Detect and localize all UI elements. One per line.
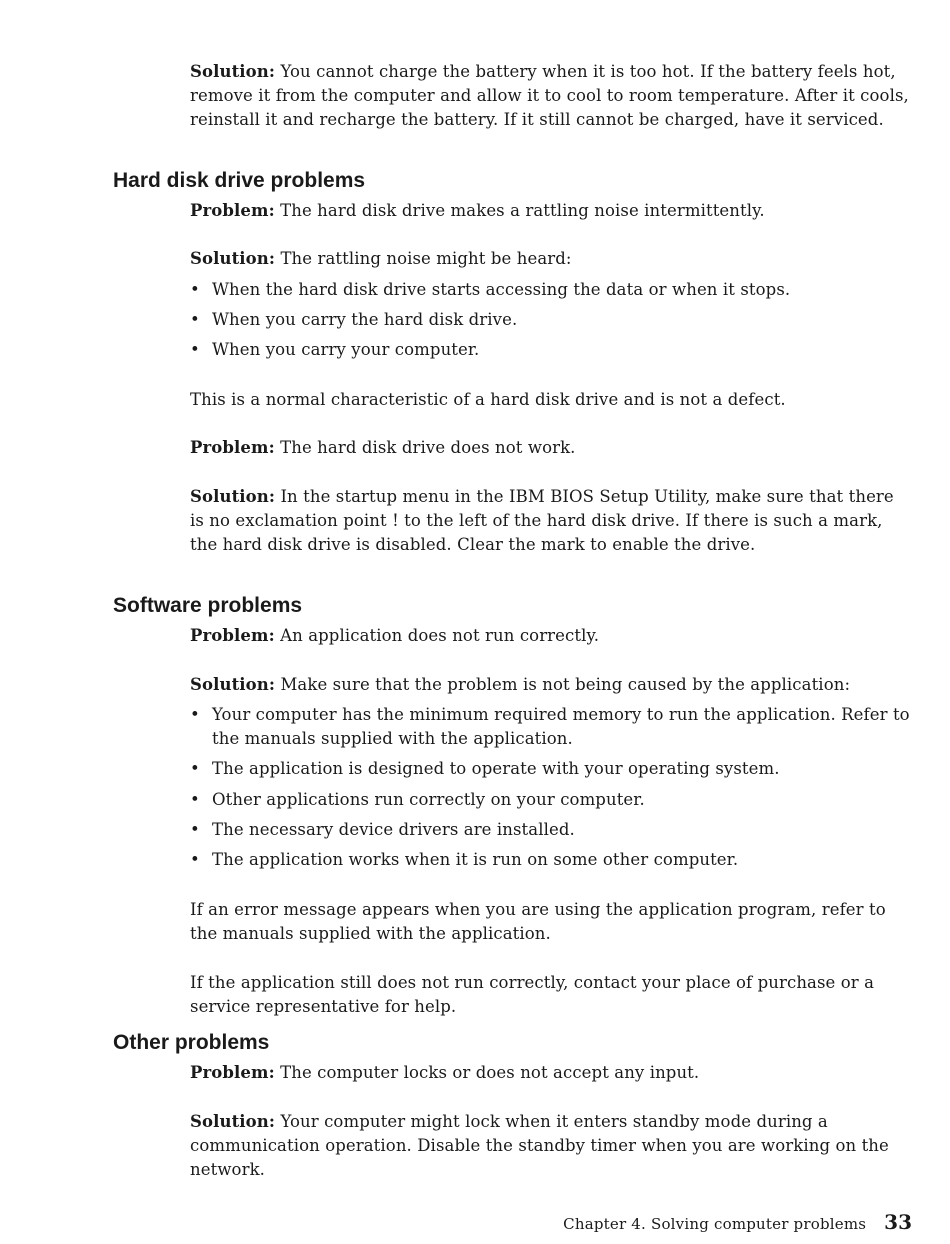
hdd-solution1-text: The rattling noise might be heard: (280, 249, 572, 268)
solution-label: Solution: (190, 62, 276, 81)
software-heading: Software problems (113, 594, 303, 617)
list-item-text: The necessary device drivers are installed. (212, 819, 575, 839)
problem-label: Problem: (190, 201, 275, 220)
problem-label: Problem: (190, 1063, 275, 1082)
list-item-text: When you carry your computer. (212, 340, 480, 360)
bullet-glyph: • (190, 850, 200, 870)
hdd-problem2-text: The hard disk drive does not work. (280, 438, 576, 457)
list-item-text: Your computer has the minimum required memory to run the application. Refer to the manuals supplied with the application. (212, 705, 910, 749)
list-item (190, 703, 912, 751)
battery-solution (190, 60, 912, 133)
hdd-bullet-list (190, 278, 912, 363)
hdd-problem2 (190, 436, 912, 460)
list-item-text: When you carry the hard disk drive. (212, 310, 518, 330)
list-item (190, 757, 912, 781)
solution-label: Solution: (190, 1112, 276, 1131)
list-item (190, 848, 912, 872)
chapter-title: Chapter 4. Solving computer problems (563, 1215, 867, 1233)
hdd-solution2-text: In the startup menu in the IBM BIOS Setup Utility, make sure that there is no exclamation point ! to the left of the hard disk drive. If there is such a mark, the hard disk drive is disabled. Clear the mark to enable the drive. (190, 487, 894, 555)
other-solution-text: Your computer might lock when it enters standby mode during a communication operation. Disable the standby timer when you are working on the network. (190, 1112, 889, 1180)
other-solution (190, 1110, 912, 1183)
software-note2: If the application still does not run correctly, contact your place of purchase or a service representative for help. (190, 973, 875, 1017)
other-problem-block (190, 1061, 912, 1085)
software-solution-block (190, 673, 912, 697)
list-item (190, 308, 912, 332)
software-bullets-block (190, 703, 912, 872)
other-heading: Other problems (113, 1031, 270, 1054)
solution-label: Solution: (190, 487, 276, 506)
hdd-bullets-block (190, 278, 912, 363)
bullet-glyph: • (190, 789, 200, 809)
other-solution-block (190, 1110, 912, 1183)
hdd-solution2 (190, 485, 912, 558)
hdd-note-block (190, 388, 912, 412)
problem-label: Problem: (190, 626, 275, 645)
other-problem-text: The computer locks or does not accept any input. (280, 1063, 700, 1082)
battery-solution-text: You cannot charge the battery when it is too hot. If the battery feels hot, remove it from the computer and allow it to cool to room temperature. After it cools, reinstall it and recharge the battery. If it still cannot be charged, have it serviced. (190, 62, 909, 130)
bullet-glyph: • (190, 819, 200, 839)
solution-label: Solution: (190, 675, 276, 694)
hdd-problem1-text: The hard disk drive makes a rattling noise intermittently. (280, 201, 765, 220)
hdd-solution1-block (190, 247, 912, 271)
other-problem (190, 1061, 912, 1085)
list-item (190, 818, 912, 842)
list-item (190, 338, 912, 362)
list-item (190, 788, 912, 812)
bullet-glyph: • (190, 759, 200, 779)
software-bullet-list (190, 703, 912, 872)
software-solution-text: Make sure that the problem is not being caused by the application: (280, 675, 851, 694)
hdd-problem1 (190, 199, 912, 223)
list-item (190, 278, 912, 302)
bullet-glyph: • (190, 340, 200, 360)
list-item-text: The application works when it is run on some other computer. (212, 850, 739, 870)
software-problem-block (190, 624, 912, 648)
hdd-solution1 (190, 247, 912, 271)
bullet-glyph: • (190, 280, 200, 299)
battery-solution-block (190, 60, 912, 133)
page-number: 33 (884, 1210, 912, 1234)
list-item-text: Other applications run correctly on your computer. (212, 789, 645, 809)
hdd-solution2-block (190, 485, 912, 558)
hdd-problem2-block (190, 436, 912, 460)
bullet-glyph: • (190, 705, 200, 724)
software-note1: If an error message appears when you are using the application program, refer to the manuals supplied with the application. (190, 900, 886, 944)
hdd-note: This is a normal characteristic of a hard disk drive and is not a defect. (190, 390, 786, 409)
problem-label: Problem: (190, 438, 275, 457)
list-item-text: The application is designed to operate with your operating system. (212, 759, 780, 779)
software-solution (190, 673, 912, 697)
bullet-glyph: • (190, 310, 200, 330)
hdd-problem1-block (190, 199, 912, 223)
hdd-heading: Hard disk drive problems (113, 169, 366, 192)
software-note2-block (190, 971, 912, 1019)
software-problem (190, 624, 912, 648)
software-note1-block (190, 898, 912, 946)
list-item-text: When the hard disk drive starts accessing the data or when it stops. (212, 280, 791, 299)
software-problem-text: An application does not run correctly. (280, 626, 600, 645)
page-footer (563, 1208, 912, 1238)
solution-label: Solution: (190, 249, 276, 268)
